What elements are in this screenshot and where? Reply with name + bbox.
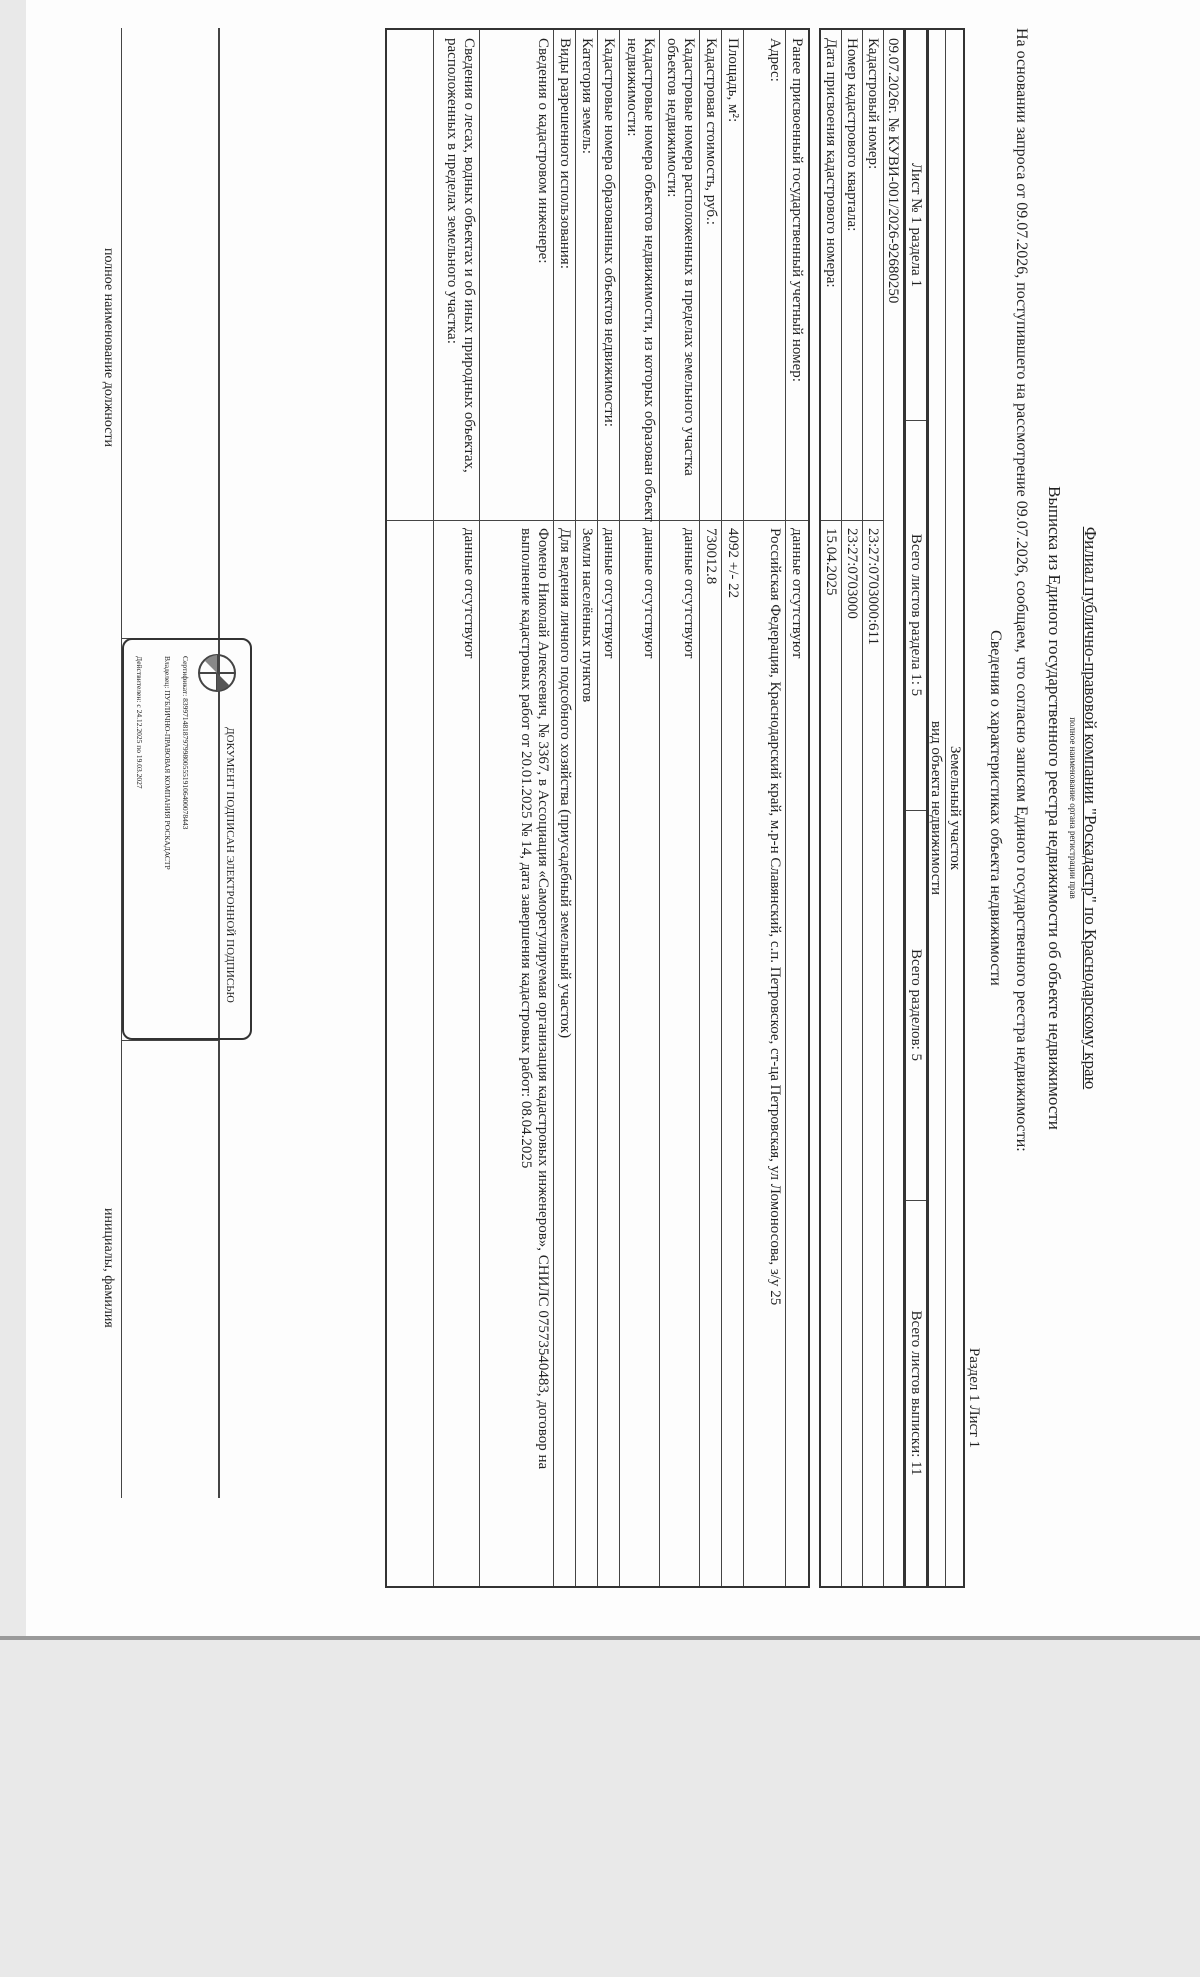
engineer-label: Сведения о кадастровом инженере: bbox=[535, 38, 551, 264]
natural-objects-value: данные отсутствуют bbox=[461, 528, 477, 659]
emblem-icon bbox=[196, 652, 238, 694]
object-type-caption: вид объекта недвижимости bbox=[928, 720, 944, 896]
engineer-value: Фомено Николай Алексеевич, № 3367, в Ассоциация «Саморегулируемая организация кадастровых инженеров», СНИЛС 07573540483, договор на выполнение кадастровых работ от 20.01.2025 № 14, дата завершения кадастровых работ: 08.04.2025 bbox=[518, 528, 551, 1470]
characteristics-table bbox=[385, 28, 810, 1588]
sheets-in-section: Всего листов раздела 1: 5 bbox=[908, 533, 924, 697]
cadastral-quarter-value: 23:27:0703000 bbox=[844, 528, 860, 619]
sheet-edge bbox=[0, 1636, 1200, 1640]
contained-objects-label: Кадастровые номера расположенных в пределах земельного участка объектов недвижимости: bbox=[664, 38, 697, 476]
sheets-total: Всего листов выписки: 11 bbox=[908, 1310, 924, 1476]
area-value: 4092 +/- 22 bbox=[725, 528, 741, 599]
area-label: Площадь, м²: bbox=[725, 38, 741, 123]
identity-box bbox=[819, 28, 905, 1588]
owner-line: Владелец: ПУБЛИЧНО-ПРАВОВАЯ КОМПАНИЯ РОСКАДАСТР bbox=[163, 656, 172, 870]
permitted-use-value: Для ведения личного подсобного хозяйства (приусадебный земельный участок) bbox=[557, 528, 573, 1039]
land-category-value: Земли населённых пунктов bbox=[579, 528, 595, 703]
footer-divider-right bbox=[122, 1040, 220, 1041]
object-type-box bbox=[927, 28, 965, 1588]
cadastral-number-label: Кадастровый номер: bbox=[865, 38, 881, 170]
address-label: Адрес: bbox=[767, 38, 783, 82]
assignment-date-label: Дата присвоения кадастрового номера: bbox=[823, 38, 839, 288]
assignment-date-value: 15.04.2025 bbox=[823, 528, 839, 596]
previous-number-value: данные отсутствуют bbox=[789, 528, 805, 659]
cadastral-value-value: 730012.8 bbox=[703, 528, 719, 585]
object-type: Земельный участок bbox=[947, 745, 963, 871]
derived-objects-value: данные отсутствуют bbox=[601, 528, 617, 659]
derived-objects-label: Кадастровые номера образованных объектов недвижимости: bbox=[601, 38, 617, 427]
address-value: Российская Федерация, Краснодарский край, м.р-н Славянский, с.п. Петровское, ст-ца Петровская, ул Ломоносова, з/у 25 bbox=[767, 528, 783, 1306]
name-caption: инициалы, фамилия bbox=[101, 1208, 116, 1328]
certificate-line: Сертификат: 83997148187979980055519106400078443 bbox=[181, 656, 190, 830]
document-title: Выписка из Единого государственного реестра недвижимости об объекте недвижимости bbox=[1045, 486, 1064, 1130]
rotated-page bbox=[80, 28, 1100, 1588]
valid-line: Действителен: с 24.12.2025 по 19.03.2027 bbox=[135, 656, 144, 789]
signature-stamp bbox=[122, 638, 252, 1040]
request-line: 09.07.2026г. № КУВИ-001/2026-92680250 bbox=[885, 38, 901, 304]
cadastral-quarter-label: Номер кадастрового квартала: bbox=[844, 38, 860, 232]
previous-number-label: Ранее присвоенный государственный учетный номер: bbox=[789, 38, 805, 382]
organization-caption: полное наименование органа регистрации прав bbox=[1068, 717, 1078, 899]
organization-name: Филиал публично-правовой компании "Роскадастр" по Краснодарскому краю bbox=[1081, 526, 1100, 1090]
land-category-label: Категория земель: bbox=[579, 38, 595, 154]
cadastral-value-label: Кадастровая стоимость, руб.: bbox=[703, 38, 719, 225]
contained-objects-value: данные отсутствуют bbox=[681, 528, 697, 659]
permitted-use-label: Виды разрешенного использования: bbox=[557, 38, 573, 269]
document-subtitle: Сведения о характеристиках объекта недвижимости bbox=[987, 630, 1004, 986]
cadastral-number-value: 23:27:0703000:611 bbox=[865, 528, 881, 645]
sections-total: Всего разделов: 5 bbox=[908, 948, 924, 1062]
natural-objects-label: Сведения о лесах, водных объектах и об иных природных объектах, расположенных в пределах земельного участка: bbox=[444, 38, 477, 473]
sheet-number: Лист № 1 раздела 1 bbox=[908, 163, 924, 287]
section-mark: Раздел 1 Лист 1 bbox=[966, 1347, 982, 1448]
source-objects-value: данные отсутствуют bbox=[641, 528, 657, 659]
source-objects-label: Кадастровые номера объектов недвижимости, из которых образован объект недвижимости: bbox=[624, 38, 657, 522]
signature-title: ДОКУМЕНТ ПОДПИСАН ЭЛЕКТРОННОЙ ПОДПИСЬЮ bbox=[224, 727, 236, 1003]
intro-text: На основании запроса от 09.07.2026, поступившего на рассмотрение 09.07.2026, сообщаем, что согласно записям Единого государственного реестра недвижимости: bbox=[1013, 28, 1030, 1152]
sheet-info-box bbox=[904, 28, 928, 1588]
position-caption: полное наименование должности bbox=[101, 248, 116, 448]
